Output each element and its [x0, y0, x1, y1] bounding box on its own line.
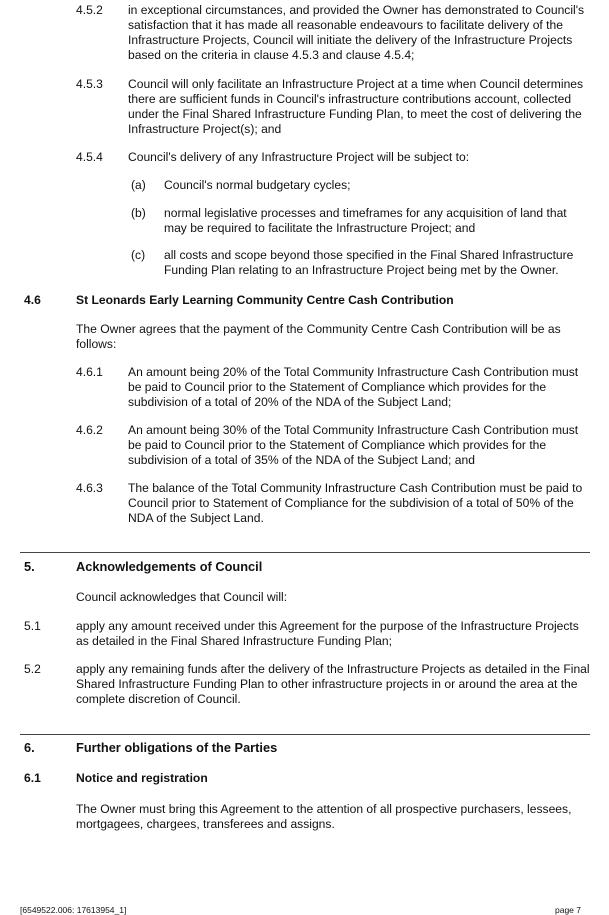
- clause-text: apply any remaining funds after the delivery of the Infrastructure Projects as detailed in the Final Shared Infrastructure Funding Plan to other infrastructure projects in or around the area at the complete discretion of Council.: [76, 662, 590, 706]
- document-reference: [6549522.006: 17613954_1]: [20, 904, 127, 915]
- clause-text: The Owner must bring this Agreement to the attention of all prospective purchasers, lessees, mortgagees, chargees, transferees and assigns.: [76, 802, 572, 831]
- clause-number: 4.6: [24, 293, 41, 307]
- clause-number: 4.6.2: [76, 423, 103, 437]
- item-text: normal legislative processes and timeframes for any acquisition of land that may be required to facilitate the Infrastructure Project; and: [164, 206, 567, 235]
- clause-text: Council will only facilitate an Infrastructure Project at a time when Council determines there are sufficient funds in Council's infrastructure contributions account, collected under the Final Shared Infrastructure Funding Plan, to meet the cost of delivering the Infrastructure Project(s); and: [128, 77, 584, 136]
- clause-number: 4.5.3: [76, 77, 103, 91]
- clause-intro: The Owner agrees that the payment of the Community Centre Cash Contribution will be as follows:: [76, 322, 561, 351]
- section-divider: [20, 552, 590, 553]
- item-label: (c): [131, 248, 146, 262]
- clause-text: The balance of the Total Community Infrastructure Cash Contribution must be paid to Council prior to Statement of Compliance for the subdivision of a total of 50% of the NDA of the Subject Land.: [128, 481, 583, 525]
- section-number: 6.: [24, 740, 35, 755]
- clause-text: Council's delivery of any Infrastructure Project will be subject to:: [128, 150, 470, 164]
- clause-number: 6.1: [24, 771, 41, 785]
- clause-number: 4.6.1: [76, 365, 103, 379]
- page-number: page 7: [555, 904, 581, 915]
- item-label: (b): [131, 206, 146, 220]
- item-text: all costs and scope beyond those specified in the Final Shared Infrastructure Funding Plan relating to an Infrastructure Project being met by the Owner.: [164, 248, 574, 277]
- clause-text: An amount being 30% of the Total Community Infrastructure Cash Contribution must be paid to Council prior to the Statement of Compliance which provides for the subdivision of a total of 35% of the NDA of the Subject Land; and: [128, 423, 579, 467]
- item-label: (a): [131, 178, 146, 192]
- clause-text: An amount being 20% of the Total Community Infrastructure Cash Contribution must be paid to Council prior to the Statement of Compliance which provides for the subdivision of a total of 20% of the NDA of the Subject Land;: [128, 365, 579, 409]
- section-intro: Council acknowledges that Council will:: [76, 590, 288, 604]
- clause-text: apply any amount received under this Agreement for the purpose of the Infrastructure Projects as detailed in the Final Shared Infrastructure Funding Plan;: [76, 619, 579, 648]
- clause-text: in exceptional circumstances, and provided the Owner has demonstrated to Council's satisfaction that it has made all reasonable endeavours to facilitate delivery of the Infrastructure Projects, Council will initiate the delivery of the Infrastructure Projects based on the criteria in clause 4.5.3 and clause 4.5.4;: [128, 3, 585, 62]
- clause-number: 5.2: [24, 662, 41, 676]
- section-divider: [20, 734, 590, 735]
- clause-heading: St Leonards Early Learning Community Centre Cash Contribution: [76, 293, 454, 307]
- clause-number: 4.5.2: [76, 3, 103, 17]
- section-number: 5.: [24, 559, 35, 574]
- clause-heading: Notice and registration: [76, 771, 208, 785]
- clause-number: 5.1: [24, 619, 41, 633]
- clause-number: 4.5.4: [76, 150, 103, 164]
- section-heading: Further obligations of the Parties: [76, 740, 278, 755]
- item-text: Council's normal budgetary cycles;: [164, 178, 351, 192]
- clause-number: 4.6.3: [76, 481, 103, 495]
- section-heading: Acknowledgements of Council: [76, 559, 263, 574]
